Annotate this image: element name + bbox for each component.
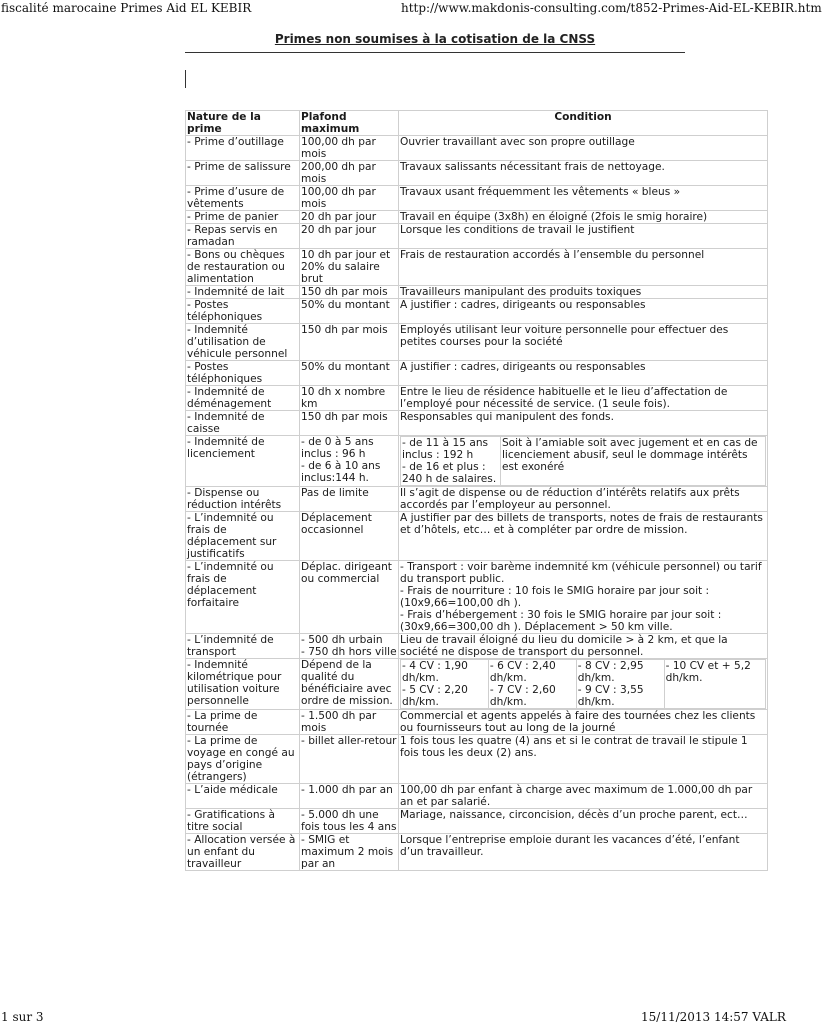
cell-plafond [300,634,399,659]
table-row [186,784,768,809]
table-row [186,161,768,186]
table-row [186,809,768,834]
cell-plafond: 20 dh par jour [300,211,399,224]
condition-subcell: - de 11 à 15 ans inclus : 192 h - de 16 et plus : 240 h de salaires. [401,437,501,486]
table-row [186,659,768,710]
condition-subcell: - 6 CV : 2,40 dh/km. - 7 CV : 2,60 dh/km. [488,660,576,709]
cell-nature: - Prime d’usure de vêtements [186,186,300,211]
cell-plafond: 10 dh x nombre km [300,386,399,411]
condition-subcell: Soit à l’amiable soit avec jugement et en cas de licenciement abusif, seul le dommage intérêts est exonéré [500,437,765,486]
cell-nature: - Prime de salissure [186,161,300,186]
cell-nature: - Dispense ou réduction intérêts [186,487,300,512]
table-row [186,361,768,386]
condition-subcell: - 4 CV : 1,90 dh/km. - 5 CV : 2,20 dh/km. [401,660,489,709]
print-header-url: http://www.makdonis-consulting.com/t852-Primes-Aid-EL-KEBIR.htm [401,1,822,15]
cell-plafond: - billet aller-retour [300,735,399,784]
title-divider [185,52,685,53]
table-row [186,834,768,871]
cell-condition: Travail en équipe (3x8h) en éloigné (2fois le smig horaire) [399,211,768,224]
cell-nature: - L’indemnité ou frais de déplacement forfaitaire [186,561,300,634]
cell-plafond: 20 dh par jour [300,224,399,249]
cell-nature: - Postes téléphoniques [186,361,300,386]
cell-nature: - Prime d’outillage [186,136,300,161]
cell-condition: Responsables qui manipulent des fonds. [399,411,768,436]
table-row [186,136,768,161]
cell-condition: 1 fois tous les quatre (4) ans et si le contrat de travail le stipule 1 fois tous les deux (2) ans. [399,735,768,784]
cell-nature: - La prime de tournée [186,710,300,735]
table-row [186,249,768,286]
table-row [186,299,768,324]
cell-condition: Commercial et agents appelés à faire des tournées chez les clients ou fournisseurs tout au long de la journé [399,710,768,735]
print-footer-page: 1 sur 3 [1,1010,44,1024]
table-header-row [186,111,768,136]
cell-plafond: 150 dh par mois [300,411,399,436]
cell-plafond: - SMIG et maximum 2 mois par an [300,834,399,871]
cell-nature: - Indemnité de lait [186,286,300,299]
cell-line: - 500 dh urbain [301,634,383,646]
cell-nature: - Repas servis en ramadan [186,224,300,249]
condition-subtable [400,436,766,486]
cell-condition: Entre le lieu de résidence habituelle et le lieu d’affectation de l’employé pour nécessité de service. (1 seule fois). [399,386,768,411]
cell-plafond: 150 dh par mois [300,324,399,361]
cell-plafond: Dépend de la qualité du bénéficiaire avec ordre de mission. [300,659,399,710]
cell-condition: Ouvrier travaillant avec son propre outillage [399,136,768,161]
table-row [186,324,768,361]
cell-plafond: 50% du montant [300,361,399,386]
cell-condition [399,436,768,487]
table-row [186,436,768,487]
cell-plafond: - 5.000 dh une fois tous les 4 ans [300,809,399,834]
condition-subcell: - 8 CV : 2,95 dh/km. - 9 CV : 3,55 dh/km. [576,660,664,709]
cell-plafond: 100,00 dh par mois [300,136,399,161]
table-row [186,487,768,512]
cell-line: - 750 dh hors ville [301,646,397,658]
table-body [186,136,768,871]
cell-plafond: 100,00 dh par mois [300,186,399,211]
cell-condition [399,659,768,710]
cell-condition: Lorsque les conditions de travail le justifient [399,224,768,249]
cell-nature: - Bons ou chèques de restauration ou alimentation [186,249,300,286]
condition-subrow [401,660,766,709]
section-title: Primes non soumises à la cotisation de la CNSS [274,32,596,46]
condition-subcell: - 10 CV et + 5,2 dh/km. [664,660,765,709]
table-row [186,386,768,411]
table-row [186,411,768,436]
text-cursor [185,70,186,88]
cell-condition: Travaux salissants nécessitant frais de nettoyage. [399,161,768,186]
table-row [186,211,768,224]
cell-nature: - L’aide médicale [186,784,300,809]
condition-subrow [401,437,766,486]
cell-plafond [300,436,399,487]
cell-condition: Lieu de travail éloigné du lieu du domicile > à 2 km, et que la société ne dispose de transport du personnel. [399,634,768,659]
cell-condition: Lorsque l’entreprise emploie durant les vacances d’été, l’enfant d’un travailleur. [399,834,768,871]
cell-plafond: - 1.500 dh par mois [300,710,399,735]
cell-condition [399,561,768,634]
cell-line: - Frais d’hébergement : 30 fois le SMIG horaire par jour soit : (30x9,66=300,00 dh ). Déplacement > 50 km ville. [400,609,722,633]
cell-nature: - Prime de panier [186,211,300,224]
cell-nature: - Indemnité de caisse [186,411,300,436]
cell-line: - Frais de nourriture : 10 fois le SMIG horaire par jour soit : (10x9,66=100,00 dh ). [400,585,710,609]
cell-nature: - Indemnité de licenciement [186,436,300,487]
cell-nature: - Indemnité d’utilisation de véhicule personnel [186,324,300,361]
cell-plafond: Pas de limite [300,487,399,512]
print-header-title: fiscalité marocaine Primes Aid EL KEBIR [1,1,252,15]
column-header-nature: Nature de la prime [186,111,300,136]
table-row [186,634,768,659]
column-header-condition: Condition [399,111,768,136]
cell-plafond: 200,00 dh par mois [300,161,399,186]
cell-plafond: 150 dh par mois [300,286,399,299]
table-row [186,186,768,211]
cell-nature: - L’indemnité ou frais de déplacement sur justificatifs [186,512,300,561]
cell-condition: Employés utilisant leur voiture personnelle pour effectuer des petites courses pour la société [399,324,768,361]
cell-plafond: Déplacement occasionnel [300,512,399,561]
cell-plafond: - 1.000 dh par an [300,784,399,809]
cell-plafond: 10 dh par jour et 20% du salaire brut [300,249,399,286]
cell-plafond: 50% du montant [300,299,399,324]
cell-condition: Travailleurs manipulant des produits toxiques [399,286,768,299]
cell-line: - Transport : voir barème indemnité km (véhicule personnel) ou tarif du transport public. [400,561,762,585]
cell-line: - de 6 à 10 ans inclus:144 h. [301,460,381,484]
table-row [186,512,768,561]
cell-nature: - Postes téléphoniques [186,299,300,324]
cell-nature: - La prime de voyage en congé au pays d’origine (étrangers) [186,735,300,784]
table-row [186,735,768,784]
section-title-clipped [185,32,685,47]
primes-table [185,110,768,871]
column-header-plafond: Plafond maximum [300,111,399,136]
cell-condition: A justifier par des billets de transports, notes de frais de restaurants et d’hôtels, etc… et à compléter par ordre de mission. [399,512,768,561]
cell-nature: - Indemnité kilométrique pour utilisation voiture personnelle [186,659,300,710]
table-row [186,561,768,634]
cell-nature: - Gratifications à titre social [186,809,300,834]
cell-nature: - Allocation versée à un enfant du travailleur [186,834,300,871]
cell-line: - de 0 à 5 ans inclus : 96 h [301,436,374,460]
cell-condition: 100,00 dh par enfant à charge avec maximum de 1.000,00 dh par an et par salarié. [399,784,768,809]
condition-subtable [400,659,766,709]
cell-nature: - L’indemnité de transport [186,634,300,659]
table-row [186,710,768,735]
cell-condition: A justifier : cadres, dirigeants ou responsables [399,361,768,386]
cell-condition: Travaux usant fréquemment les vêtements « bleus » [399,186,768,211]
cell-condition: Frais de restauration accordés à l’ensemble du personnel [399,249,768,286]
cell-nature: - Indemnité de déménagement [186,386,300,411]
print-footer-datetime: 15/11/2013 14:57 VALR [641,1010,786,1024]
cell-condition: Il s’agit de dispense ou de réduction d’intérêts relatifs aux prêts accordés par l’employeur au personnel. [399,487,768,512]
cell-condition: Mariage, naissance, circoncision, décès d’un proche parent, ect… [399,809,768,834]
table-row [186,286,768,299]
cell-condition: A justifier : cadres, dirigeants ou responsables [399,299,768,324]
cell-plafond: Déplac. dirigeant ou commercial [300,561,399,634]
table-row [186,224,768,249]
